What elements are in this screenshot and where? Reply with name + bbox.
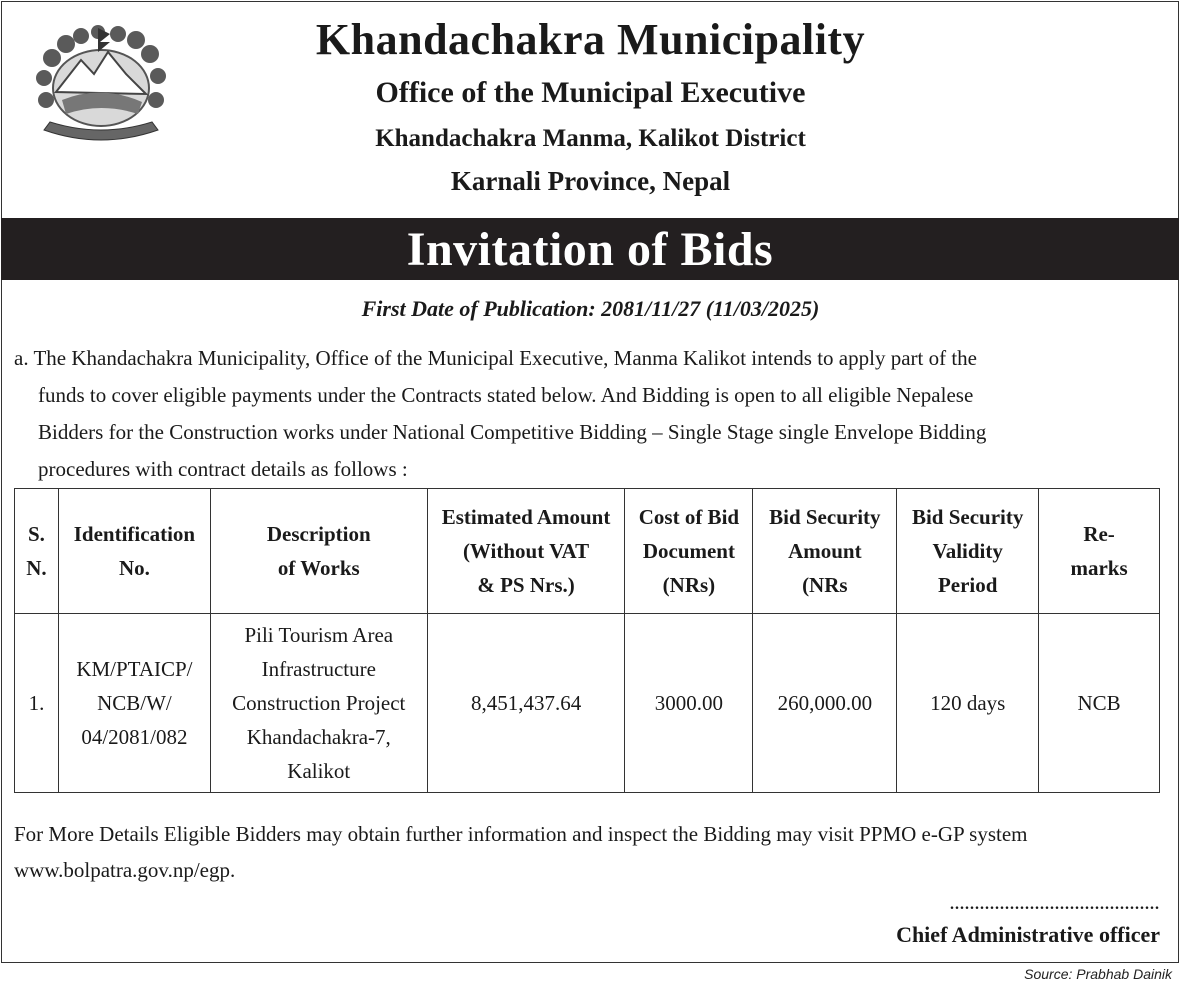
office-name: Office of the Municipal Executive <box>375 76 806 109</box>
header-validity: Bid Security Validity Period <box>897 489 1039 614</box>
paragraph-line: Bidders for the Construction works under National Competitive Bidding – Single Stage single Envelope Bidding <box>38 420 987 444</box>
paragraph-line: a. The Khandachakra Municipality, Office of the Municipal Executive, Manma Kalikot intends to apply part of the <box>14 346 977 370</box>
header-remarks: Re- marks <box>1039 489 1160 614</box>
cell-identification: KM/PTAICP/ NCB/W/ 04/2081/082 <box>58 614 210 793</box>
cell-remarks: NCB <box>1039 614 1160 793</box>
paragraph-line: procedures with contract details as follows : <box>38 457 408 481</box>
invitation-banner: Invitation of Bids <box>1 218 1179 280</box>
cell-sn: 1. <box>15 614 59 793</box>
cell-bid-security-amount: 260,000.00 <box>753 614 897 793</box>
source-credit: Source: Prabhab Dainik <box>1024 966 1172 982</box>
egp-link[interactable]: www.bolpatra.gov.np/egp. <box>14 858 236 882</box>
intro-paragraph <box>14 340 1162 488</box>
contract-table <box>14 488 1160 793</box>
more-details-line: For More Details Eligible Bidders may obtain further information and inspect the Bidding may visit PPMO e-GP system <box>14 822 1028 846</box>
header-description: Description of Works <box>210 489 427 614</box>
paragraph-line: funds to cover eligible payments under the Contracts stated below. And Bidding is open to all eligible Nepalese <box>38 383 974 407</box>
header-bid-doc-cost: Cost of Bid Document (NRs) <box>625 489 753 614</box>
header-identification: Identification No. <box>58 489 210 614</box>
cell-bid-doc-cost: 3000.00 <box>625 614 753 793</box>
signatory-title: Chief Administrative officer <box>896 922 1160 947</box>
table-header-row <box>15 489 1160 614</box>
header-estimated-amount: Estimated Amount (Without VAT & PS Nrs.) <box>427 489 625 614</box>
header-sn: S. N. <box>15 489 59 614</box>
header-bid-security-amount: Bid Security Amount (NRs <box>753 489 897 614</box>
office-address: Khandachakra Manma, Kalikot District <box>375 125 806 152</box>
publication-date: First Date of Publication: 2081/11/27 (11/03/2025) <box>361 296 820 321</box>
signature-line: .......................................... <box>950 896 1160 913</box>
province-country: Karnali Province, Nepal <box>450 166 731 196</box>
cell-estimated-amount: 8,451,437.64 <box>427 614 625 793</box>
cell-validity: 120 days <box>897 614 1039 793</box>
more-details <box>14 816 1164 888</box>
cell-description: Pili Tourism Area Infrastructure Construction Project Khandachakra-7, Kalikot <box>210 614 427 793</box>
municipality-title: Khandachakra Municipality <box>315 15 866 64</box>
table-row <box>15 614 1160 793</box>
